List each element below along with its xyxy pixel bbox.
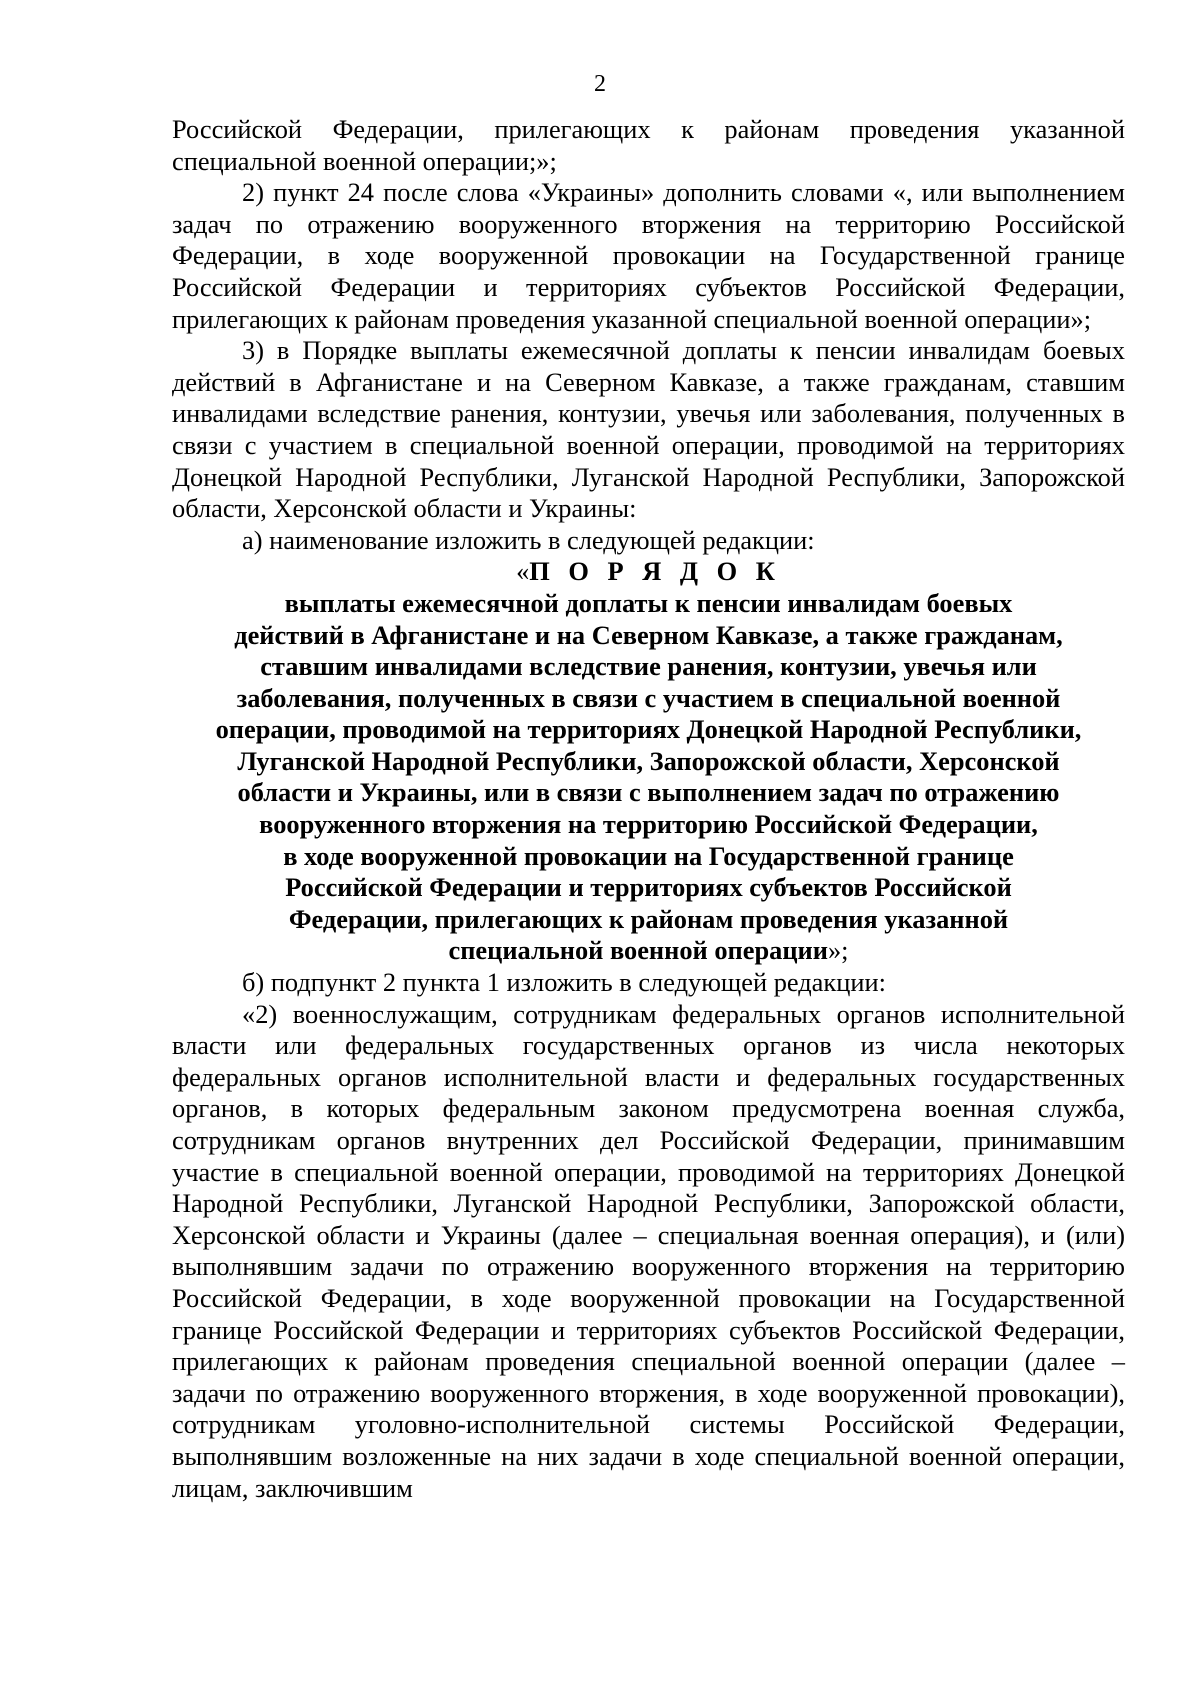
order-heading-line-8: вооруженного вторжения на территорию Российской Федерации, bbox=[259, 809, 1038, 840]
order-heading-line-12-text: специальной военной операции bbox=[448, 935, 828, 966]
order-heading-line-11: Федерации, прилегающих к районам проведения указанной bbox=[288, 903, 1009, 934]
order-heading-line-9: в ходе вооруженной провокации на Государственной границе bbox=[283, 840, 1014, 871]
order-title bbox=[172, 556, 1125, 588]
order-heading-line-3: ставшим инвалидами вследствие ранения, контузии, увечья или bbox=[260, 651, 1037, 682]
order-heading-line-2: действий в Афганистане и на Северном Кавказе, а также гражданам, bbox=[234, 619, 1063, 650]
document-body bbox=[172, 114, 1125, 1504]
paragraph-subitem-a: а) наименование изложить в следующей редакции: bbox=[242, 524, 815, 555]
order-heading-closing: »; bbox=[827, 935, 849, 966]
paragraph-subitem-b: б) подпункт 2 пункта 1 изложить в следующей редакции: bbox=[242, 967, 886, 998]
order-title-open-quote: « bbox=[516, 556, 530, 587]
paragraph-item-2: 2) пункт 24 после слова «Украины» дополнить словами «, или выполнением задач по отражению вооруженного вторжения на территорию Российской Федерации, в ходе вооруженной провокации на Государственной границе Российской Федерации и территориях субъектов Российской Федерации, прилегающих к районам проведения указанной специальной военной операции»; bbox=[172, 177, 1125, 334]
order-heading-line-6: Луганской Народной Республики, Запорожской области, Херсонской bbox=[237, 745, 1060, 776]
order-heading-line-7: области и Украины, или в связи с выполнением задач по отражению bbox=[237, 777, 1060, 808]
paragraph-item-3: 3) в Порядке выплаты ежемесячной доплаты к пенсии инвалидам боевых действий в Афганистане и на Северном Кавказе, а также гражданам, ставшим инвалидами вследствие ранения, контузии, увечья или заболевания, полученных в связи с участием в специальной военной операции, проводимой на территориях Донецкой Народной Республики, Луганской Народной Республики, Запорожской области, Херсонской области и Украины: bbox=[172, 335, 1125, 524]
page-number: 2 bbox=[594, 71, 606, 97]
order-title-text: П О Р Я Д О К bbox=[529, 556, 781, 587]
order-heading-line-5: операции, проводимой на территориях Донецкой Народной Республики, bbox=[215, 714, 1082, 745]
order-heading-line-12 bbox=[172, 935, 1125, 967]
order-heading-line-1: выплаты ежемесячной доплаты к пенсии инвалидам боевых bbox=[284, 587, 1013, 618]
order-heading-line-10: Российской Федерации и территориях субъектов Российской bbox=[285, 872, 1012, 903]
order-heading bbox=[172, 556, 1125, 967]
order-heading-line-4: заболевания, полученных в связи с участием в специальной военной bbox=[236, 682, 1061, 713]
paragraph-quoted-item-2: «2) военнослужащим, сотрудникам федеральных органов исполнительной власти или федеральных государственных органов из числа некоторых федеральных органов исполнительной власти и федеральных государственных органов, в которых федеральным законом предусмотрена военная служба, сотрудникам органов внутренних дел Российской Федерации, принимавшим участие в специальной военной операции, проводимой на территориях Донецкой Народной Республики, Луганской Народной Республики, Запорожской области, Херсонской области и Украины (далее – специальная военная операция), и (или) выполнявшим задачи по отражению вооруженного вторжения на территорию Российской Федерации, в ходе вооруженной провокации на Государственной границе Российской Федерации и территориях субъектов Российской Федерации, прилегающих к районам проведения специальной военной операции (далее – задачи по отражению вооруженного вторжения, в ходе вооруженной провокации), сотрудникам уголовно-исполнительной системы Российской Федерации, выполнявшим возложенные на них задачи в ходе специальной военной операции, лицам, заключившим bbox=[172, 998, 1125, 1503]
paragraph-continuation: Российской Федерации, прилегающих к районам проведения указанной специальной военной операции;»; bbox=[172, 114, 1125, 176]
